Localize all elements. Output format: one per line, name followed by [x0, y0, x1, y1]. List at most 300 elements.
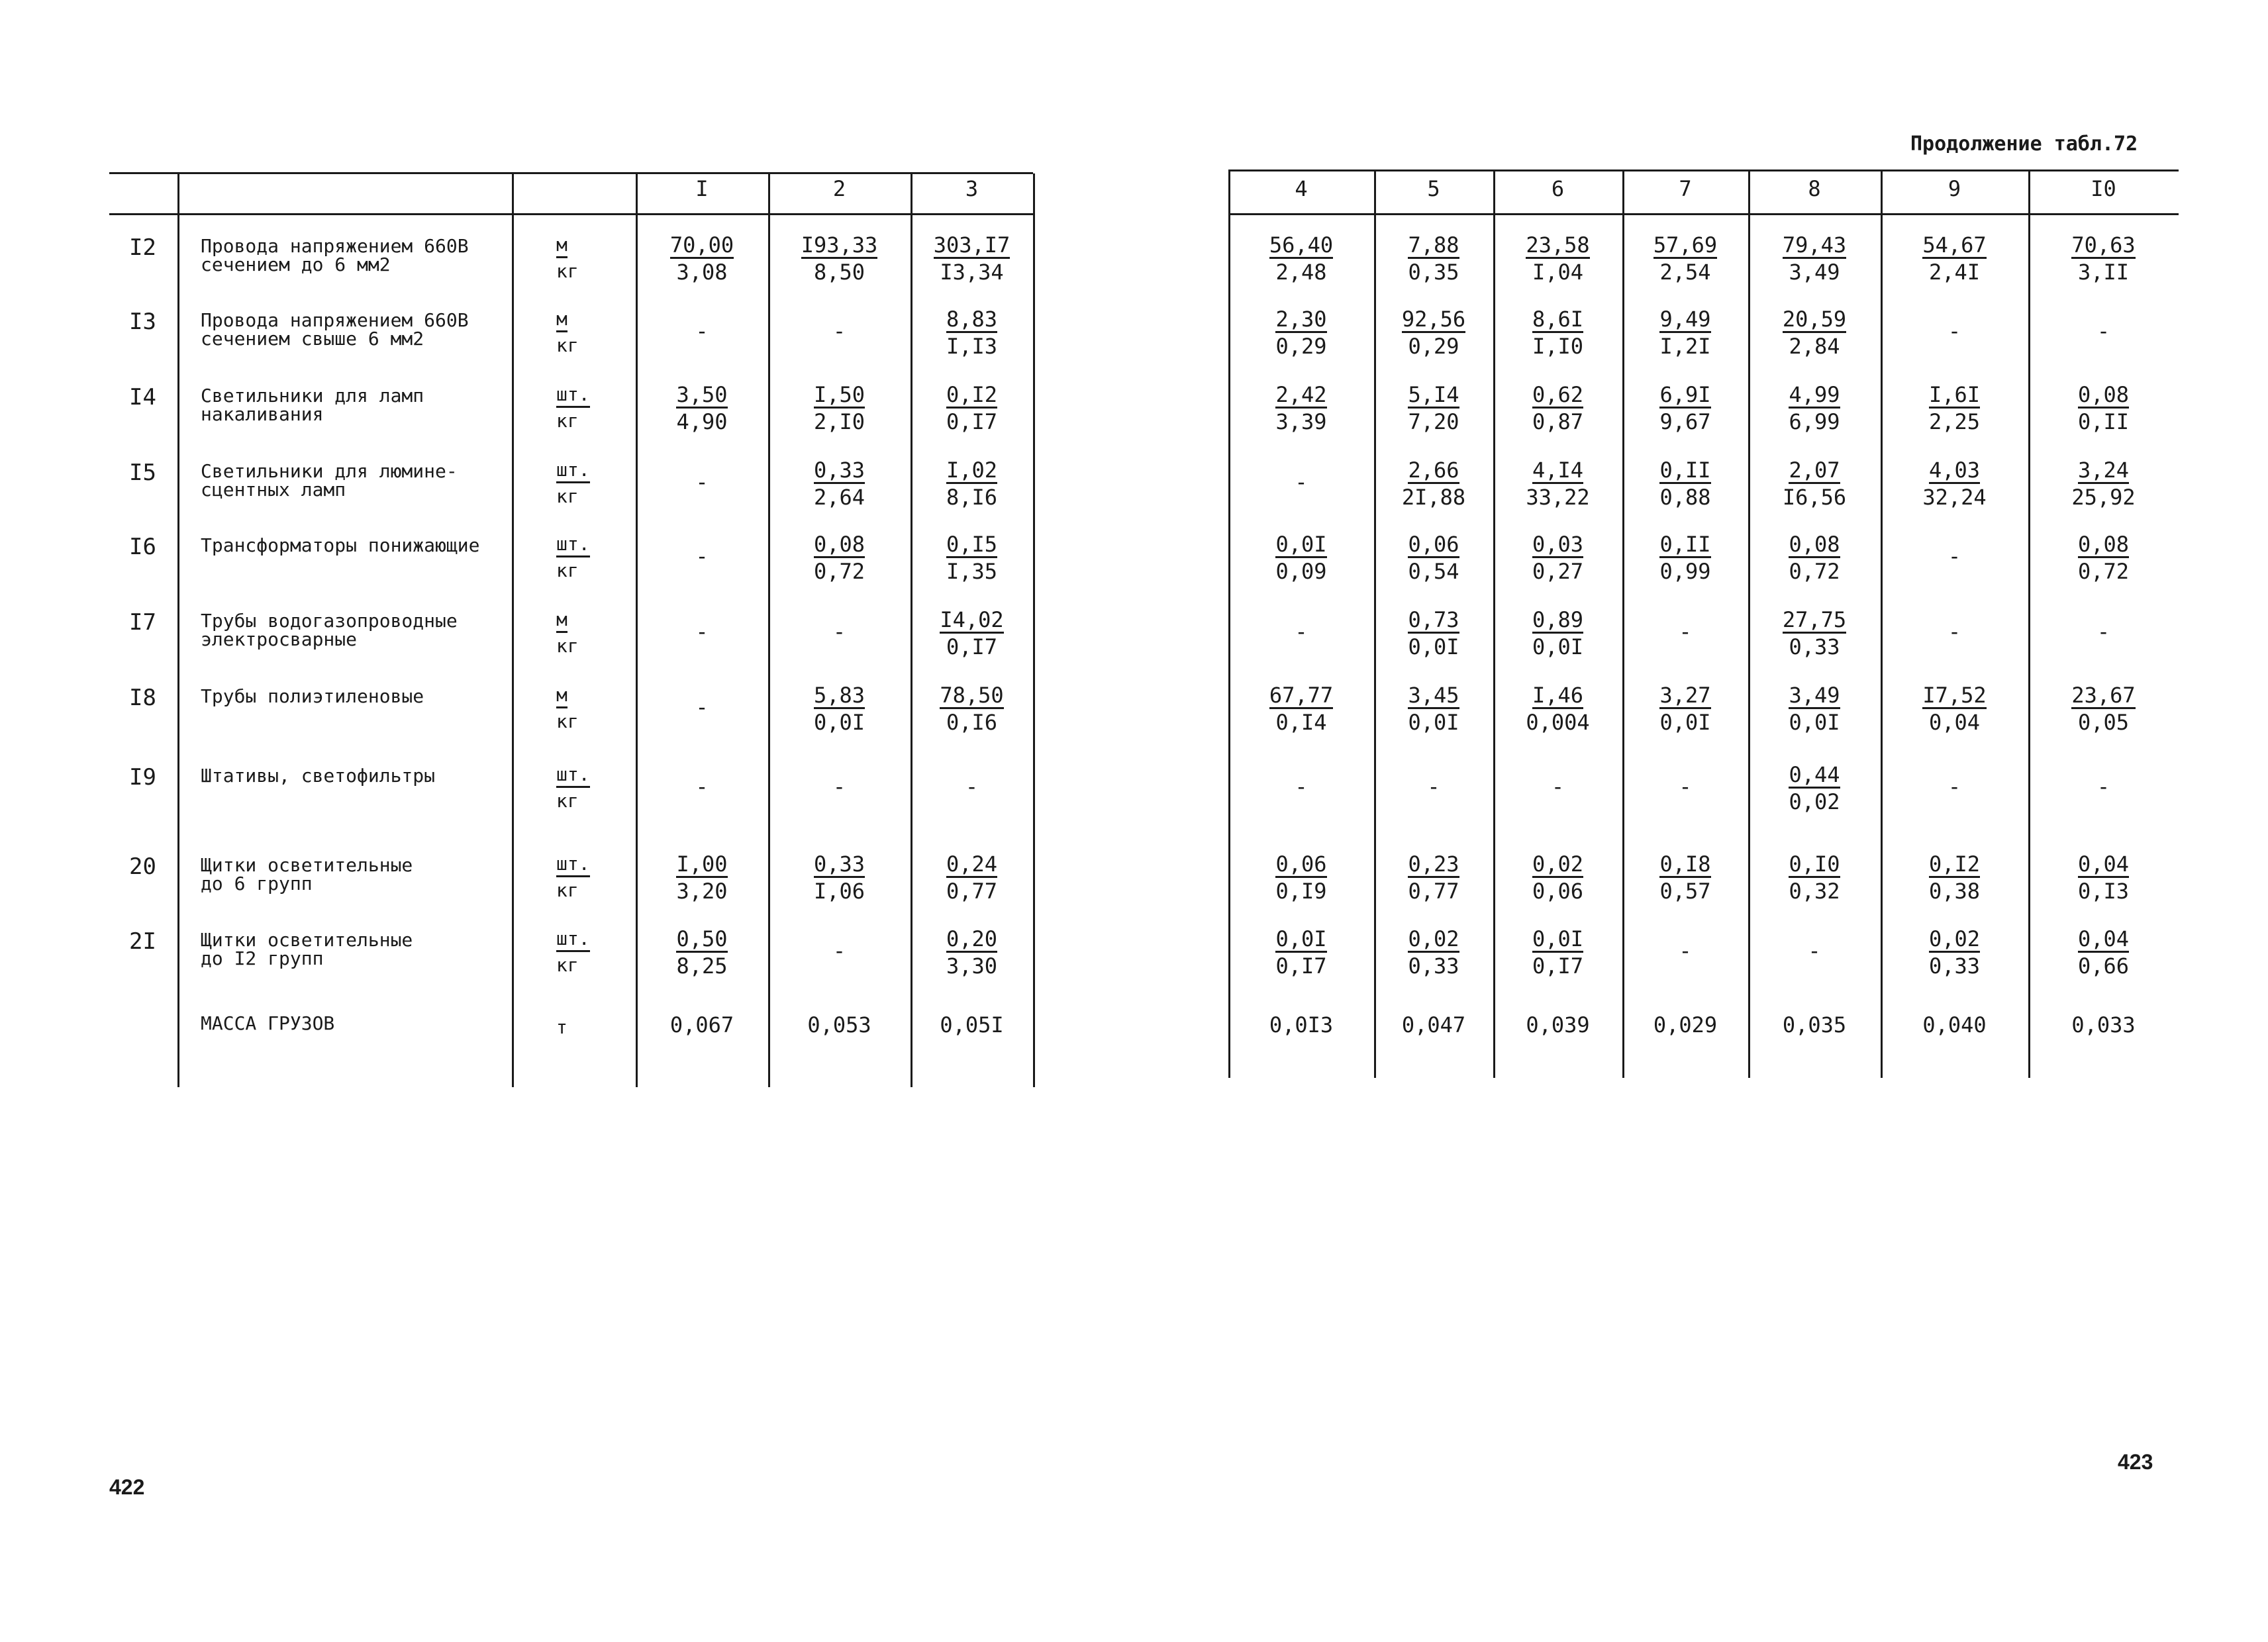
value-cell [1493, 457, 1622, 510]
value-cell [768, 531, 911, 585]
value-numerator: 0,I5 [946, 532, 998, 557]
value-cell [1493, 531, 1622, 585]
value-cell [911, 232, 1033, 285]
value-cell [1748, 457, 1881, 510]
column-header: 4 [1295, 176, 1308, 201]
value-numerator: 67,77 [1269, 683, 1334, 708]
value-cell [1622, 618, 1748, 645]
value-cell [911, 381, 1033, 435]
value-denominator: 3,08 [676, 260, 728, 285]
value-numerator: 0,44 [1789, 762, 1840, 787]
value-denominator: I,I0 [1532, 334, 1584, 359]
value: - [965, 774, 979, 799]
row-name [201, 767, 435, 785]
value-denominator: 25,92 [2071, 485, 2136, 510]
column-header: 2 [832, 176, 846, 201]
value-numerator: 6,9I [1659, 382, 1711, 407]
value-numerator: 56,40 [1269, 232, 1334, 258]
value-cell [1748, 381, 1881, 435]
unit-label: м [556, 308, 567, 332]
value-cell [2028, 851, 2179, 904]
value-cell [911, 926, 1033, 979]
value-cell [1493, 232, 1622, 285]
value-cell [1374, 926, 1493, 979]
value: - [1948, 619, 1961, 644]
value-numerator: I7,52 [1922, 683, 1987, 708]
unit-cell [556, 682, 579, 735]
value-cell [1493, 381, 1622, 435]
row-name-line: электросварные [201, 628, 358, 650]
value-cell [768, 318, 911, 344]
value-denominator: I,06 [813, 879, 865, 904]
value-numerator: 2,42 [1275, 382, 1327, 407]
value-denominator: I,2I [1659, 334, 1711, 359]
value-denominator: 3,30 [946, 953, 998, 979]
value-denominator: I,35 [946, 559, 998, 584]
value-numerator: 3,49 [1789, 683, 1840, 708]
row-name [201, 237, 469, 274]
value-numerator: 0,23 [1408, 851, 1459, 877]
row-name-line: до I2 групп [201, 947, 324, 969]
row-name-line: сцентных ламп [201, 479, 346, 501]
value-denominator: 0,72 [1789, 559, 1840, 584]
value-cell [911, 606, 1033, 660]
value-numerator: I,50 [813, 382, 865, 407]
value-numerator: 8,83 [946, 307, 998, 332]
value-cell [1881, 1012, 2028, 1038]
value: - [695, 469, 709, 495]
value-cell [1228, 682, 1374, 736]
value-denominator: 0,29 [1275, 334, 1327, 359]
value-denominator: 0,0I [813, 710, 865, 735]
row-number: I3 [129, 309, 156, 335]
value-denominator: 0,0I [1659, 710, 1711, 735]
value-denominator: 4,90 [676, 409, 728, 434]
value-cell [1228, 618, 1374, 645]
value-denominator: 0,77 [1408, 879, 1459, 904]
value: 0,05I [940, 1012, 1004, 1038]
value-denominator: 0,54 [1408, 559, 1459, 584]
value-cell [1622, 938, 1748, 964]
value-numerator: 23,58 [1526, 232, 1590, 258]
value-cell [2028, 232, 2179, 285]
value-cell [768, 618, 911, 645]
value: 0,033 [2071, 1012, 2136, 1038]
value-cell [1493, 851, 1622, 904]
value-denominator: 9,67 [1659, 409, 1711, 434]
value-numerator: 9,49 [1659, 307, 1711, 332]
value-cell [1228, 531, 1374, 585]
value-cell [1374, 457, 1493, 510]
value-cell [1622, 381, 1748, 435]
row-name-line: Щитки осветительные [201, 929, 413, 951]
row-name [201, 931, 413, 968]
row-name-line: Щитки осветительные [201, 854, 413, 876]
value-denominator: 0,88 [1659, 485, 1711, 510]
value-numerator: 5,83 [813, 683, 865, 708]
value-numerator: I,02 [946, 458, 998, 483]
unit-label: шт. [556, 928, 590, 952]
value: 0,047 [1401, 1012, 1466, 1038]
row-name-line: Трубы полиэтиленовые [201, 685, 424, 707]
value-cell [1748, 232, 1881, 285]
value: 0,035 [1782, 1012, 1847, 1038]
value-cell [1622, 773, 1748, 800]
unit-cell [556, 606, 579, 659]
value-denominator: I6,56 [1782, 485, 1847, 510]
value-denominator: 0,33 [1928, 953, 1981, 979]
value-cell [1881, 457, 2028, 510]
row-name-line: сечением до 6 мм2 [201, 254, 391, 275]
row-name-line: Светильники для ламп [201, 385, 424, 407]
unit-label: шт. [556, 533, 590, 557]
value-denominator: 2,4I [1928, 260, 1981, 285]
value-cell [1881, 773, 2028, 800]
value-cell [636, 469, 768, 495]
value-numerator: 8,6I [1532, 307, 1584, 332]
value-numerator: 2,66 [1408, 458, 1459, 483]
value-cell [1228, 773, 1374, 800]
value-cell [1493, 682, 1622, 736]
value-cell [768, 682, 911, 736]
value-denominator: 0,87 [1532, 409, 1584, 434]
value: - [832, 318, 846, 344]
value-numerator: 2,30 [1275, 307, 1327, 332]
value-denominator: 0,I7 [946, 409, 998, 434]
value-cell [1228, 926, 1374, 979]
value-numerator: 4,99 [1789, 382, 1840, 407]
value-cell [2028, 773, 2179, 800]
value: - [695, 544, 709, 569]
value: 0,040 [1922, 1012, 1987, 1038]
row-number: 20 [129, 853, 156, 880]
value-cell [1374, 531, 1493, 585]
unit-label: кг [556, 410, 579, 432]
unit-label: м [556, 608, 567, 633]
value-cell [636, 618, 768, 645]
value-cell [636, 543, 768, 569]
unit-label: кг [556, 334, 579, 356]
value-numerator: 0,02 [1408, 926, 1459, 951]
unit-label: кг [556, 710, 579, 732]
row-name-line: накаливания [201, 403, 324, 425]
value-cell [768, 457, 911, 510]
value-numerator: 303,I7 [933, 232, 1011, 258]
value-denominator: 0,72 [813, 559, 865, 584]
value-cell [1228, 469, 1374, 495]
value-numerator: I,6I [1928, 382, 1981, 407]
value-cell [1622, 457, 1748, 510]
unit-cell [556, 851, 590, 904]
value: 0,039 [1526, 1012, 1590, 1038]
value: - [1295, 774, 1308, 799]
value: - [1427, 774, 1440, 799]
row-number: 2I [129, 928, 156, 955]
row-name-line: МАССА ГРУЗОВ [201, 1012, 335, 1034]
row-number: I2 [129, 234, 156, 261]
value-numerator: 3,24 [2077, 458, 2130, 483]
value-cell [1374, 606, 1493, 660]
value: - [1551, 774, 1565, 799]
unit-cell [556, 457, 590, 510]
value-numerator: 2,07 [1789, 458, 1840, 483]
row-name-line: Штативы, светофильтры [201, 765, 436, 787]
value-cell [1748, 306, 1881, 360]
value-denominator: 0,II [2077, 409, 2130, 434]
value-cell [1748, 938, 1881, 964]
value-cell [2028, 318, 2179, 344]
value-numerator: 0,62 [1532, 382, 1584, 407]
value-numerator: 0,33 [813, 851, 865, 877]
row-name-line: Светильники для люмине- [201, 460, 458, 482]
value-cell [1228, 232, 1374, 285]
value-cell [911, 773, 1033, 800]
value-cell [1374, 1012, 1493, 1038]
value-cell [768, 232, 911, 285]
value-cell [768, 938, 911, 964]
value-cell [1881, 851, 2028, 904]
value-numerator: 7,88 [1408, 232, 1459, 258]
value-cell [1493, 1012, 1622, 1038]
value-denominator: 0,05 [2077, 710, 2130, 735]
value-cell [768, 773, 911, 800]
value-cell [1748, 851, 1881, 904]
value-denominator: 3,20 [676, 879, 728, 904]
value-denominator: 0,0I [1789, 710, 1840, 735]
value-denominator: 0,29 [1408, 334, 1459, 359]
value-cell [1493, 606, 1622, 660]
value: - [2096, 774, 2110, 799]
value-cell [911, 851, 1033, 904]
value-numerator: 57,69 [1653, 232, 1718, 258]
value-cell [636, 318, 768, 344]
value-denominator: 32,24 [1922, 485, 1987, 510]
value-cell [1493, 773, 1622, 800]
value-numerator: 3,50 [676, 382, 728, 407]
value-numerator: 92,56 [1401, 307, 1466, 332]
row-name [201, 856, 413, 893]
row-name-line: Трансформаторы понижающие [201, 534, 480, 556]
page-number-left: 422 [109, 1475, 145, 1499]
value-denominator: 0,I7 [946, 634, 998, 659]
row-name-line: до 6 групп [201, 873, 313, 894]
value-denominator: 0,66 [2077, 953, 2130, 979]
value-denominator: 0,57 [1659, 879, 1711, 904]
column-header: 5 [1427, 176, 1440, 201]
value-cell [1881, 232, 2028, 285]
value-denominator: 0,33 [1789, 634, 1840, 659]
value-denominator: 2I,88 [1401, 485, 1466, 510]
value-cell [1622, 531, 1748, 585]
value-cell [2028, 618, 2179, 645]
value-cell [636, 851, 768, 904]
value: 0,067 [669, 1012, 734, 1038]
value-numerator: 0,I8 [1659, 851, 1711, 877]
value-numerator: 4,03 [1928, 458, 1981, 483]
unit-label: т [556, 1016, 567, 1038]
value-cell [1622, 232, 1748, 285]
value-numerator: 0,50 [676, 926, 728, 951]
value-denominator: 0,I3 [2077, 879, 2130, 904]
column-header: 6 [1551, 176, 1565, 201]
row-name [201, 687, 424, 706]
unit-label: кг [556, 559, 579, 581]
value-cell [768, 851, 911, 904]
value-denominator: 0,35 [1408, 260, 1459, 285]
value: - [1948, 544, 1961, 569]
value-cell [1493, 926, 1622, 979]
column-rule [177, 173, 179, 1087]
value-cell [2028, 1012, 2179, 1038]
value-cell [1374, 381, 1493, 435]
row-number: I8 [129, 685, 156, 711]
value: - [832, 938, 846, 963]
value-cell [1881, 618, 2028, 645]
value-cell [768, 381, 911, 435]
value: - [695, 619, 709, 644]
value-denominator: 0,38 [1928, 879, 1981, 904]
value-cell [1493, 306, 1622, 360]
value-numerator: 0,08 [2077, 382, 2130, 407]
value-numerator: 0,08 [2077, 532, 2130, 557]
unit-label: кг [556, 260, 579, 282]
value-numerator: 0,08 [1789, 532, 1840, 557]
row-name [201, 536, 479, 555]
value-cell [1622, 306, 1748, 360]
unit-label: кг [556, 954, 579, 976]
value: - [1295, 469, 1308, 495]
value-cell [1622, 682, 1748, 736]
value-numerator: 0,02 [1928, 926, 1981, 951]
value-cell [1228, 306, 1374, 360]
value-cell [1748, 682, 1881, 736]
value-denominator: 0,99 [1659, 559, 1711, 584]
value-denominator: 0,02 [1789, 789, 1840, 814]
table-top-rule-right [1228, 169, 2179, 171]
value-cell [1881, 682, 2028, 736]
value-denominator: 8,I6 [946, 485, 998, 510]
value-denominator: 0,0I [1532, 634, 1584, 659]
value-denominator: 0,I6 [946, 710, 998, 735]
unit-label: кг [556, 879, 579, 901]
value-denominator: I,04 [1532, 260, 1584, 285]
value-denominator: 0,09 [1275, 559, 1327, 584]
value-numerator: 0,73 [1408, 607, 1459, 632]
value-numerator: 3,27 [1659, 683, 1711, 708]
value-denominator: 2,64 [813, 485, 865, 510]
value-numerator: 27,75 [1782, 607, 1847, 632]
value: - [1679, 774, 1692, 799]
value: - [695, 318, 709, 344]
value-denominator: 3,49 [1789, 260, 1840, 285]
row-name [201, 311, 469, 348]
row-number: I5 [129, 459, 156, 486]
row-number: I9 [129, 764, 156, 791]
unit-label: м [556, 684, 567, 708]
value-cell [1748, 531, 1881, 585]
value-numerator: I,46 [1532, 683, 1584, 708]
value-cell [636, 773, 768, 800]
unit-label: кг [556, 635, 579, 657]
column-header: I [695, 176, 709, 201]
column-header: 9 [1948, 176, 1961, 201]
unit-cell [556, 1014, 567, 1041]
value-cell [636, 381, 768, 435]
value-numerator: I,00 [676, 851, 728, 877]
value-numerator: 70,63 [2071, 232, 2136, 258]
value-cell [636, 1012, 768, 1038]
value-denominator: 2,84 [1789, 334, 1840, 359]
value-denominator: 0,0I [1408, 710, 1459, 735]
unit-label: шт. [556, 763, 590, 788]
table-header-rule-left [109, 213, 1033, 215]
value-numerator: 0,02 [1532, 851, 1584, 877]
table-top-rule-left [109, 172, 1033, 174]
value-denominator: 0,I4 [1275, 710, 1327, 735]
value-numerator: 78,50 [940, 683, 1004, 708]
value-cell [1881, 381, 2028, 435]
value-numerator: 0,04 [2077, 926, 2130, 951]
value-cell [2028, 381, 2179, 435]
unit-label: шт. [556, 383, 590, 408]
value-denominator: 0,04 [1928, 710, 1981, 735]
unit-cell [556, 761, 590, 814]
value: - [1679, 619, 1692, 644]
value-cell [1374, 232, 1493, 285]
value-numerator: 79,43 [1782, 232, 1847, 258]
value-denominator: 3,II [2077, 260, 2130, 285]
value-denominator: 0,72 [2077, 559, 2130, 584]
value-denominator: 2,25 [1928, 409, 1981, 434]
value-denominator: 0,06 [1532, 879, 1584, 904]
value-numerator: 20,59 [1782, 307, 1847, 332]
value-cell [911, 306, 1033, 360]
value-cell [636, 926, 768, 979]
column-header: 7 [1679, 176, 1692, 201]
unit-label: шт. [556, 853, 590, 877]
value-cell [1374, 851, 1493, 904]
value-cell [1228, 851, 1374, 904]
row-name [201, 1014, 334, 1033]
row-name-line: сечением свыше 6 мм2 [201, 328, 424, 350]
value-cell [1881, 318, 2028, 344]
value-numerator: 0,0I [1275, 532, 1327, 557]
value-cell [1622, 851, 1748, 904]
value-numerator: 0,0I [1532, 926, 1584, 951]
unit-label: шт. [556, 459, 590, 483]
unit-cell [556, 531, 590, 584]
value-numerator: 23,67 [2071, 683, 2136, 708]
value-denominator: 0,77 [946, 879, 998, 904]
value: - [695, 695, 709, 720]
row-name-line: Провода напряжением 660В [201, 235, 469, 257]
value-cell [1374, 682, 1493, 736]
value-numerator: 0,04 [2077, 851, 2130, 877]
value: - [1808, 938, 1821, 963]
value-denominator: 7,20 [1408, 409, 1459, 434]
unit-cell [556, 232, 579, 285]
value-numerator: 54,67 [1922, 232, 1987, 258]
value-denominator: 0,27 [1532, 559, 1584, 584]
value: - [2096, 619, 2110, 644]
value-cell [768, 1012, 911, 1038]
value-numerator: 0,33 [813, 458, 865, 483]
column-header: I0 [2091, 176, 2116, 201]
value-denominator: 0,33 [1408, 953, 1459, 979]
value-numerator: 0,20 [946, 926, 998, 951]
value: - [832, 774, 846, 799]
value-numerator: 0,08 [813, 532, 865, 557]
